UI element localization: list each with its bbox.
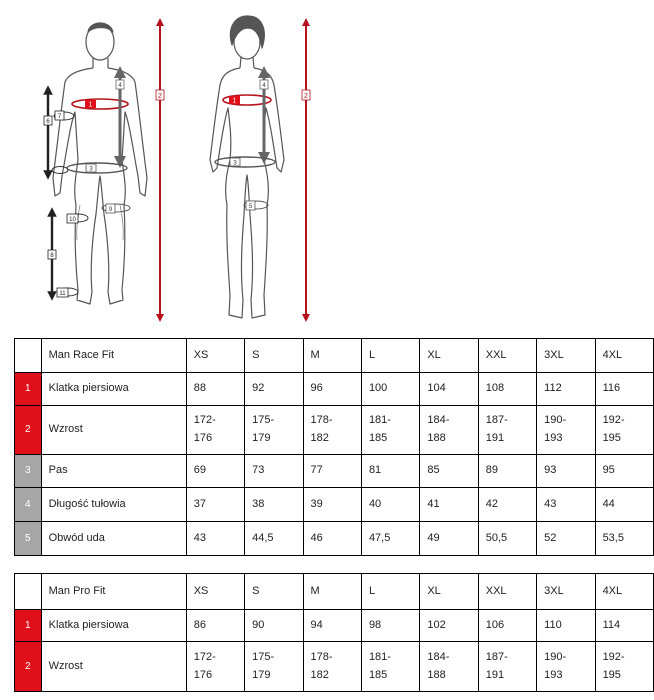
size-header: XXL	[478, 339, 536, 373]
table-cell: 40	[361, 488, 419, 522]
table-cell: 184- 188	[420, 642, 478, 692]
table-cell: 52	[537, 522, 595, 556]
size-header: XS	[186, 339, 244, 373]
man-chest-label: 1	[88, 101, 93, 109]
size-header: XXL	[478, 574, 536, 610]
table-row	[15, 373, 654, 406]
table-cell: 46	[303, 522, 361, 556]
table-cell: 69	[186, 455, 244, 488]
table-cell: 181- 185	[361, 642, 419, 692]
table-cell: 95	[595, 455, 653, 488]
table-cell: 102	[420, 610, 478, 642]
size-header: 3XL	[537, 574, 595, 610]
size-header: 4XL	[595, 574, 653, 610]
table-cell: 37	[186, 488, 244, 522]
table-cell: 42	[478, 488, 536, 522]
size-header: M	[303, 339, 361, 373]
table-cell: 114	[595, 610, 653, 642]
table-cell: 178- 182	[303, 406, 361, 455]
table-cell: 112	[537, 373, 595, 406]
row-number-cell	[15, 339, 42, 373]
size-header: XL	[420, 339, 478, 373]
measurement-label: Wzrost	[41, 406, 186, 455]
table-cell: 181- 185	[361, 406, 419, 455]
body-measurement-figures	[0, 0, 654, 335]
table-cell: 116	[595, 373, 653, 406]
size-header: XS	[186, 574, 244, 610]
man-pro-fit-size-table	[14, 573, 654, 692]
row-number-badge: 2	[15, 642, 42, 692]
table-cell: 187- 191	[478, 406, 536, 455]
table-cell: 77	[303, 455, 361, 488]
man-side-label-lower: 8	[50, 253, 54, 259]
table-cell: 89	[478, 455, 536, 488]
measurement-label: Pas	[41, 455, 186, 488]
table-cell: 47,5	[361, 522, 419, 556]
table-header-row	[15, 339, 654, 373]
table-title: Man Race Fit	[41, 339, 186, 373]
table-cell: 49	[420, 522, 478, 556]
row-number-badge: 1	[15, 610, 42, 642]
man-height-label: 2	[158, 93, 162, 100]
table-cell: 104	[420, 373, 478, 406]
row-number-badge: 2	[15, 406, 42, 455]
table-header-row	[15, 574, 654, 610]
table-cell: 108	[478, 373, 536, 406]
table-cell: 43	[186, 522, 244, 556]
man-race-fit-size-table	[14, 338, 654, 556]
man-side-label-upper: 6	[46, 119, 50, 125]
table-row	[15, 455, 654, 488]
woman-height-label: 2	[304, 93, 308, 100]
table-cell: 38	[245, 488, 303, 522]
man-waist-label: 3	[89, 166, 93, 173]
man-waist-loop	[67, 163, 127, 173]
table-cell: 192- 195	[595, 406, 653, 455]
table-row	[15, 522, 654, 556]
size-header: S	[245, 339, 303, 373]
size-header: L	[361, 574, 419, 610]
table-cell: 106	[478, 610, 536, 642]
table-cell: 172- 176	[186, 406, 244, 455]
table-cell: 41	[420, 488, 478, 522]
row-number-badge: 4	[15, 488, 42, 522]
size-header: 4XL	[595, 339, 653, 373]
table-cell: 90	[245, 610, 303, 642]
table-cell: 43	[537, 488, 595, 522]
row-number-badge: 5	[15, 522, 42, 556]
measurement-label: Długość tułowia	[41, 488, 186, 522]
woman-chest-label: 1	[232, 97, 237, 105]
table-cell: 175- 179	[245, 406, 303, 455]
table-cell: 39	[303, 488, 361, 522]
table-cell: 53,5	[595, 522, 653, 556]
man-tag-11: 11	[59, 291, 66, 297]
table-cell: 93	[537, 455, 595, 488]
woman-waist-label: 3	[233, 160, 237, 167]
table-cell: 81	[361, 455, 419, 488]
table-cell: 98	[361, 610, 419, 642]
table-cell: 175- 179	[245, 642, 303, 692]
woman-waist-loop	[215, 157, 275, 167]
measurement-label: Obwód uda	[41, 522, 186, 556]
size-header: L	[361, 339, 419, 373]
table-row	[15, 642, 654, 692]
row-number-cell	[15, 574, 42, 610]
man-tag-9: 9	[108, 207, 113, 213]
size-header: S	[245, 574, 303, 610]
table-title: Man Pro Fit	[41, 574, 186, 610]
table-cell: 187- 191	[478, 642, 536, 692]
table-cell: 92	[245, 373, 303, 406]
size-header: XL	[420, 574, 478, 610]
man-torso-label: 4	[118, 83, 122, 89]
table-row	[15, 610, 654, 642]
table-cell: 73	[245, 455, 303, 488]
table-cell: 44,5	[245, 522, 303, 556]
table-cell: 85	[420, 455, 478, 488]
table-cell: 100	[361, 373, 419, 406]
row-number-badge: 1	[15, 373, 42, 406]
man-tag-7: 7	[57, 114, 62, 120]
table-cell: 110	[537, 610, 595, 642]
table-cell: 192- 195	[595, 642, 653, 692]
table-row	[15, 488, 654, 522]
table-cell: 178- 182	[303, 642, 361, 692]
table-cell: 96	[303, 373, 361, 406]
size-header: 3XL	[537, 339, 595, 373]
table-cell: 190- 193	[537, 642, 595, 692]
measurement-label: Wzrost	[41, 642, 186, 692]
table-cell: 190- 193	[537, 406, 595, 455]
row-number-badge: 3	[15, 455, 42, 488]
woman-thigh-label: 5	[248, 204, 253, 210]
man-tag-10: 10	[69, 217, 76, 223]
table-cell: 184- 188	[420, 406, 478, 455]
table-cell: 50,5	[478, 522, 536, 556]
table-cell: 172- 176	[186, 642, 244, 692]
measurement-label: Klatka piersiowa	[41, 373, 186, 406]
table-cell: 44	[595, 488, 653, 522]
table-row	[15, 406, 654, 455]
measurement-label: Klatka piersiowa	[41, 610, 186, 642]
table-cell: 94	[303, 610, 361, 642]
table-cell: 86	[186, 610, 244, 642]
table-cell: 88	[186, 373, 244, 406]
size-header: M	[303, 574, 361, 610]
woman-torso-label: 4	[262, 83, 266, 89]
